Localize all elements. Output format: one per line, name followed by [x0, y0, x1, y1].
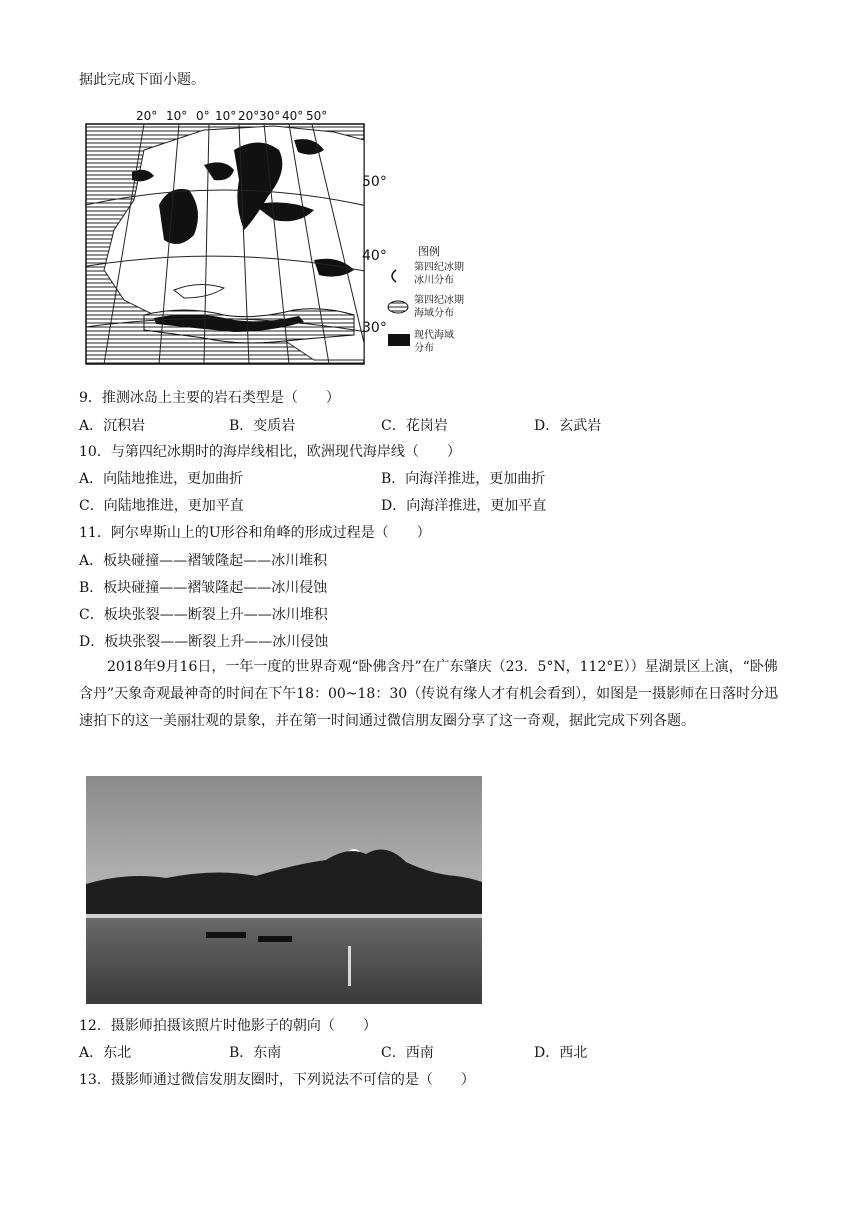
lon-label: 20° [238, 110, 260, 123]
lon-label: 40° [282, 110, 304, 123]
q11-option-c: C．板块张裂——断裂上升——冰川堆积 [79, 607, 328, 623]
q9-option-d: D．玄武岩 [534, 418, 602, 434]
legend-title: 图例 [418, 245, 440, 258]
legend-sea-line1: 第四纪冰期 [414, 295, 464, 306]
glacier-legend-icon [392, 270, 396, 282]
sunset-photo [86, 776, 482, 1004]
question-11-stem: 11．阿尔卑斯山上的U形谷和角峰的形成过程是（ ） [79, 525, 431, 541]
legend-modern-line1: 现代海域 [414, 330, 454, 341]
q9-option-a: A．沉积岩 [79, 418, 146, 434]
q12-option-b: B．东南 [229, 1045, 282, 1061]
q10-option-d: D．向海洋推进，更加平直 [381, 498, 547, 514]
question-12-stem: 12．摄影师拍摄该照片时他影子的朝向（ ） [79, 1018, 377, 1034]
passage-paragraph [79, 654, 779, 735]
lon-label: 10° [215, 110, 237, 123]
lon-label: 50° [306, 110, 328, 123]
question-10-stem: 10．与第四纪冰期时的海岸线相比，欧洲现代海岸线（ ） [79, 444, 461, 460]
legend-glacier-line1: 第四纪冰期 [414, 262, 464, 273]
europe-glacier-map [84, 110, 484, 368]
lat-label: 30° [362, 320, 387, 336]
q11-option-a: A．板块碰撞——褶皱隆起——冰川堆积 [79, 553, 328, 569]
intro-text: 据此完成下面小题。 [79, 72, 205, 88]
lon-label: 30° [259, 110, 281, 123]
lon-label: 0° [196, 110, 210, 123]
lon-label: 20° [136, 110, 158, 123]
sun-reflection [348, 946, 351, 986]
q9-option-c: C．花岗岩 [381, 418, 448, 434]
passage-text: 2018年9月16日，一年一度的世界奇观“卧佛含丹”在广东肇庆（23．5°N，112°E））星湖景区上演，“卧佛含丹”天象奇观最神奇的时间在下午18：00~18：30（传说有缘人才有机会看到），如图是一摄影师在日落时分迅速拍下的这一美丽壮观的景象，并在第一时间通过微信朋友圈分享了这一奇观，据此完成下列各题。 [79, 659, 779, 729]
q12-option-a: A．东北 [79, 1045, 132, 1061]
map-legend [388, 244, 464, 354]
boat-shape [258, 936, 292, 942]
q10-option-a: A．向陆地推进，更加曲折 [79, 471, 244, 487]
lat-label: 40° [362, 248, 387, 264]
q12-option-d: D．西北 [534, 1045, 588, 1061]
ice-age-sea-legend-icon [388, 301, 408, 313]
q11-option-b: B．板块碰撞——褶皱隆起——冰川侵蚀 [79, 580, 328, 596]
lon-label: 10° [166, 110, 188, 123]
question-9-stem: 9．推测冰岛上主要的岩石类型是（ ） [79, 390, 340, 406]
boat-shape [206, 932, 246, 938]
q10-option-b: B．向海洋推进，更加曲折 [381, 471, 546, 487]
modern-sea-legend-icon [388, 334, 410, 346]
q10-option-c: C．向陆地推进，更加平直 [79, 498, 244, 514]
british-isles-shape [159, 189, 198, 244]
q11-option-d: D．板块张裂——断裂上升——冰川侵蚀 [79, 634, 329, 650]
lake-surface [86, 916, 482, 1004]
legend-sea-line2: 海域分布 [414, 308, 454, 319]
lat-label: 50° [362, 174, 387, 190]
q9-option-b: B．变质岩 [229, 418, 296, 434]
question-13-stem: 13．摄影师通过微信发朋友圈时，下列说法不可信的是（ ） [79, 1072, 475, 1088]
legend-modern-line2: 分布 [414, 343, 434, 354]
legend-glacier-line2: 冰川分布 [414, 275, 454, 286]
q12-option-c: C．西南 [381, 1045, 434, 1061]
